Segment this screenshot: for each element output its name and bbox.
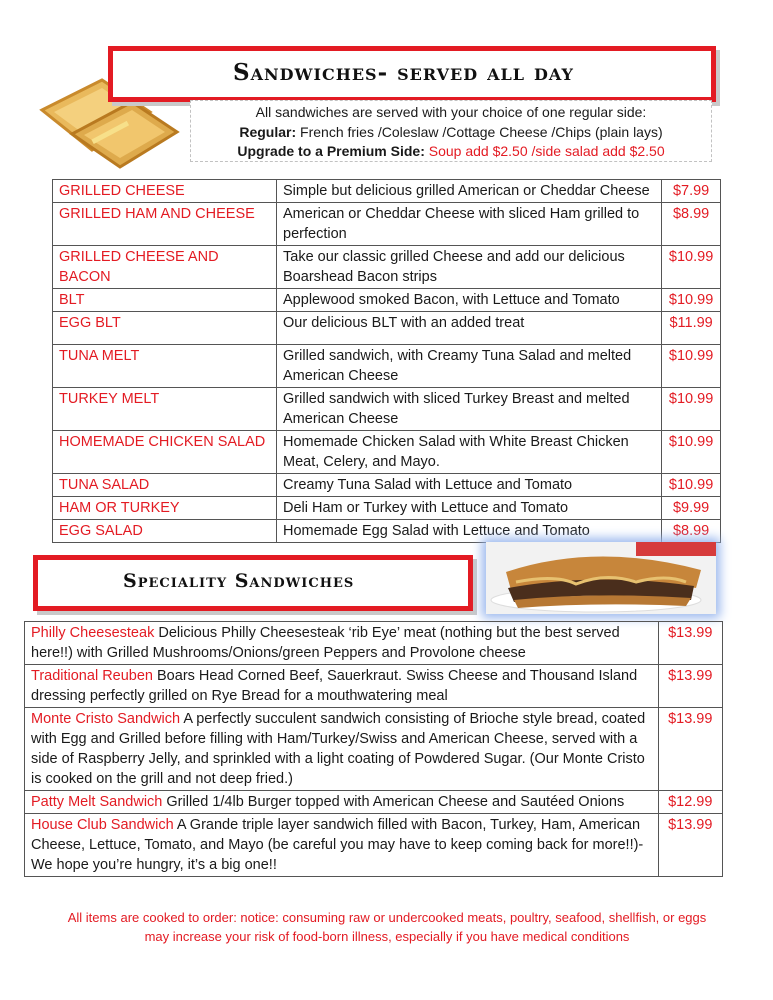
sandwich-name: TURKEY MELT [53, 388, 277, 431]
sandwich-price: $7.99 [662, 180, 721, 203]
sandwich-description: Homemade Chicken Salad with White Breast Chicken Meat, Celery, and Mayo. [277, 431, 662, 474]
specialty-item [25, 622, 659, 665]
specialty-title: Speciality Sandwiches [123, 570, 355, 592]
specialty-name: Philly Cheesesteak [31, 625, 155, 641]
sandwich-description: Applewood smoked Bacon, with Lettuce and Tomato [277, 289, 662, 312]
sandwich-row [53, 474, 721, 497]
specialty-row [25, 814, 723, 877]
sides-info [190, 100, 712, 162]
specialty-item [25, 814, 659, 877]
sandwich-row [53, 289, 721, 312]
specialty-row [25, 708, 723, 791]
specialty-price: $13.99 [658, 622, 722, 665]
food-safety-warning [36, 908, 738, 946]
sandwich-price: $10.99 [662, 388, 721, 431]
sandwich-name: TUNA MELT [53, 345, 277, 388]
sandwich-name: TUNA SALAD [53, 474, 277, 497]
sandwich-price: $10.99 [662, 431, 721, 474]
sandwich-name: HOMEMADE CHICKEN SALAD [53, 431, 277, 474]
sandwich-description: Simple but delicious grilled American or Cheddar Cheese [277, 180, 662, 203]
sandwich-name: EGG SALAD [53, 520, 277, 543]
sandwiches-title-banner [108, 46, 716, 102]
specialty-item [25, 665, 659, 708]
specialty-row [25, 665, 723, 708]
specialty-price: $13.99 [658, 708, 722, 791]
sandwich-description: Creamy Tuna Salad with Lettuce and Tomato [277, 474, 662, 497]
warning-line-1: All items are cooked to order: notice: consuming raw or undercooked meats, poultry, seafood, shellfish, or eggs [67, 910, 707, 925]
warning-line-2: may increase your risk of food-born illness, especially if you have medical conditions [144, 929, 630, 944]
sandwich-row [53, 497, 721, 520]
sandwich-description: Grilled sandwich, with Creamy Tuna Salad and melted American Cheese [277, 345, 662, 388]
sandwich-row [53, 180, 721, 203]
sandwich-price: $8.99 [662, 520, 721, 543]
specialty-price: $13.99 [658, 665, 722, 708]
sandwich-row [53, 520, 721, 543]
upgrade-sides: Soup add $2.50 /side salad add $2.50 [424, 143, 665, 159]
sandwich-description: Take our classic grilled Cheese and add our delicious Boarshead Bacon strips [277, 246, 662, 289]
sandwich-name: HAM OR TURKEY [53, 497, 277, 520]
sandwich-name: GRILLED CHEESE [53, 180, 277, 203]
sandwich-price: $10.99 [662, 345, 721, 388]
sandwich-row [53, 431, 721, 474]
specialty-menu-table [24, 621, 723, 877]
specialty-description: Boars Head Corned Beef, Sauerkraut. Swiss Cheese and Thousand Island dressing perfectly grilled on Rye Bread for a mouthwatering meal [31, 668, 638, 704]
specialty-name: Traditional Reuben [31, 668, 153, 684]
sandwich-name: GRILLED HAM AND CHEESE [53, 203, 277, 246]
sandwich-price: $10.99 [662, 246, 721, 289]
specialty-name: Monte Cristo Sandwich [31, 711, 181, 727]
specialty-item [25, 708, 659, 791]
sandwich-description: Homemade Egg Salad with Lettuce and Tomato [277, 520, 662, 543]
sandwich-price: $9.99 [662, 497, 721, 520]
sandwiches-title: Sandwiches- served all day [233, 59, 574, 86]
sandwich-row [53, 246, 721, 289]
specialty-description: Delicious Philly Cheesesteak ‘rib Eye’ meat (nothing but the best served here!!) with Grilled Mushrooms/Onions/green Peppers and Provolone cheese [31, 625, 620, 661]
specialty-title-banner [33, 555, 473, 611]
sandwich-row [53, 345, 721, 388]
sandwich-description: Our delicious BLT with an added treat [277, 312, 662, 345]
sandwich-description: American or Cheddar Cheese with sliced Ham grilled to perfection [277, 203, 662, 246]
regular-label: Regular: [239, 123, 297, 140]
specialty-price: $13.99 [658, 814, 722, 877]
sandwich-menu-table [52, 179, 721, 543]
sandwich-row [53, 388, 721, 431]
specialty-name: Patty Melt Sandwich [31, 794, 163, 810]
sides-upgrade-line [191, 142, 711, 162]
sandwich-row [53, 312, 721, 345]
specialty-price: $12.99 [658, 791, 722, 814]
specialty-item [25, 791, 659, 814]
sides-regular-line [191, 123, 711, 143]
sandwich-name: BLT [53, 289, 277, 312]
specialty-description: A perfectly succulent sandwich consisting of Brioche style bread, coated with Egg and Grilled before filling with Ham/Turkey/Swiss and American Cheese, served with a side of Raspberry Jelly, and sprinkled with a light coating of Powdered Sugar. (Our Monte Cristo is cooked on the grill and not deep fried.) [31, 711, 646, 787]
upgrade-label: Upgrade to a Premium Side: [237, 143, 425, 159]
sides-line-1: All sandwiches are served with your choice of one regular side: [255, 104, 647, 120]
sandwich-row [53, 203, 721, 246]
sandwich-name: EGG BLT [53, 312, 277, 345]
sandwich-description: Deli Ham or Turkey with Lettuce and Tomato [277, 497, 662, 520]
specialty-row [25, 622, 723, 665]
specialty-description: Grilled 1/4lb Burger topped with American Cheese and Sautéed Onions [162, 794, 625, 810]
specialty-row [25, 791, 723, 814]
sandwich-price: $11.99 [662, 312, 721, 345]
regular-sides: French fries /Coleslaw /Cottage Cheese /Chips (plain lays) [296, 123, 663, 140]
patty-melt-photo [486, 542, 716, 614]
sandwich-price: $10.99 [662, 474, 721, 497]
sandwich-description: Grilled sandwich with sliced Turkey Breast and melted American Cheese [277, 388, 662, 431]
sandwich-price: $8.99 [662, 203, 721, 246]
specialty-name: House Club Sandwich [31, 817, 174, 833]
sandwich-name: GRILLED CHEESE AND BACON [53, 246, 277, 289]
sandwich-price: $10.99 [662, 289, 721, 312]
specialty-description: A Grande triple layer sandwich filled with Bacon, Turkey, Ham, American Cheese, Lettuce, Tomato, and Mayo (be careful you may have to keep coming back for more!!)- We hope you’re hungry, it’s a big one!! [31, 817, 644, 873]
